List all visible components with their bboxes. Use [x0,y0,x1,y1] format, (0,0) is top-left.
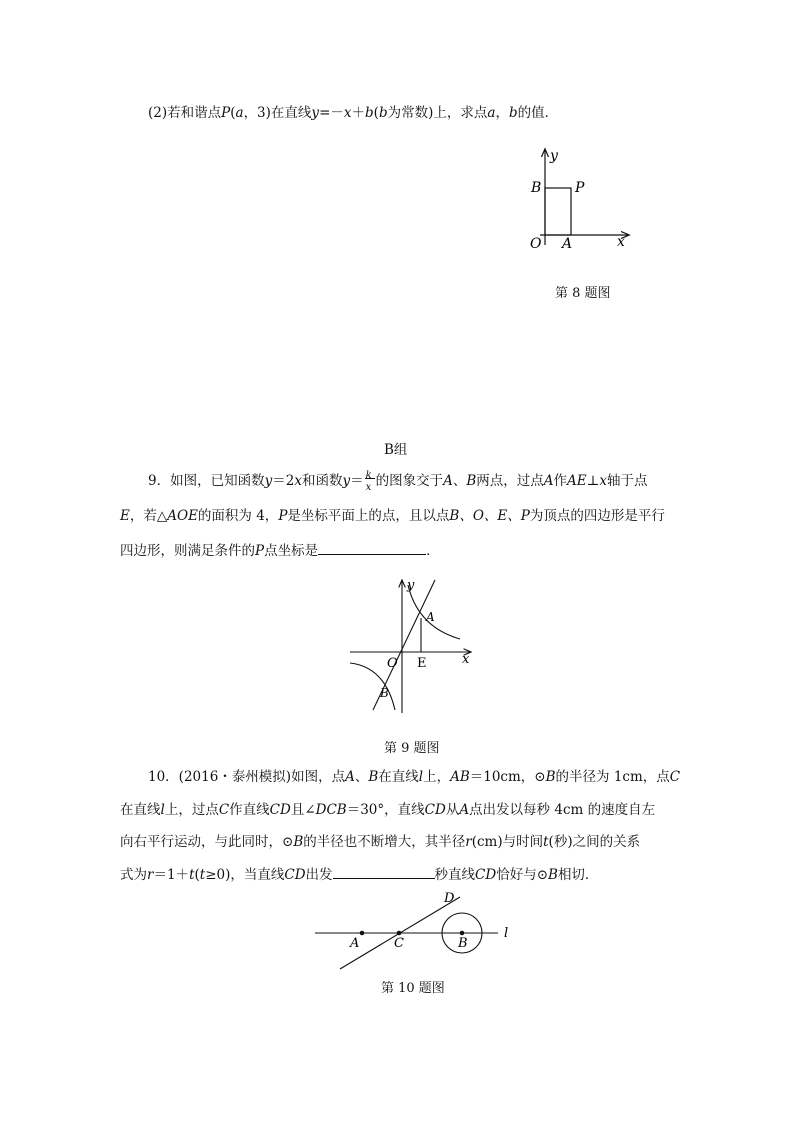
figure-8-caption: 第 8 题图 [555,286,611,301]
q10-line-1: 10．(2016・泰州模拟)如图，点A、B在直线l上，AB＝10cm，⊙B的半径为 1cm，点C [148,769,681,785]
figure-9-caption: 第 9 题图 [384,741,440,756]
q10-line-4: 式为r＝1＋t(t≥0)，当直线CD出发 秒直线CD恰好与⊙B相切． [120,864,598,885]
label-y: y [550,148,558,164]
figure-10-caption: 第 10 题图 [381,981,445,996]
label-y: y [407,578,415,593]
figure-10-diagram [310,885,520,973]
q9-line-3: 四边形，则满足条件的P点坐标是 ． [120,540,440,561]
point-B [460,931,465,936]
q8-part2-text: (2)若和谐点P(a，3)在直线y=－x＋b(b为常数)上，求点a，b的值． [148,105,559,121]
answer-blank[interactable] [318,540,426,555]
q8-part-number: (2) [148,105,168,121]
label-A: A [350,936,360,951]
point-A [360,931,365,936]
label-O: O [530,236,542,252]
label-l: l [504,926,509,941]
label-E: E [417,656,427,671]
label-A: A [426,610,435,624]
label-C: C [394,936,404,951]
fraction-k-over-x: k x [364,472,376,492]
label-x: x [617,234,625,250]
label-D: D [444,891,455,906]
q9-line-1: 9．如图，已知函数y＝2x和函数y＝ k x 的图象交于A、B两点，过点A作AE⊥x轴于点 [148,469,648,493]
rectangle-OAPB [545,188,571,235]
answer-blank[interactable] [333,864,435,879]
label-B: B [458,936,468,951]
label-A: A [562,236,573,252]
q10-line-3: 向右平行运动，与此同时，⊙B的半径也不断增大，其半径r(cm)与时间t(秒)之间的关系 [120,834,641,850]
label-P: P [575,180,585,196]
q9-line-2: E，若△AOE的面积为 4，P是坐标平面上的点，且以点B、O、E、P为顶点的四边形是平行 [120,508,665,524]
point-C [397,931,402,936]
label-B: B [380,686,389,700]
group-heading: B组 [384,442,408,458]
label-O: O [387,656,398,671]
figure-8-diagram [520,140,640,255]
q10-line-2: 在直线l上，过点C作直线CD且∠DCB＝30°，直线CD从A点出发以每秒 4cm 的速度自左 [120,802,656,818]
figure-9-diagram [340,575,480,720]
label-x: x [462,652,470,667]
label-B: B [531,180,542,196]
